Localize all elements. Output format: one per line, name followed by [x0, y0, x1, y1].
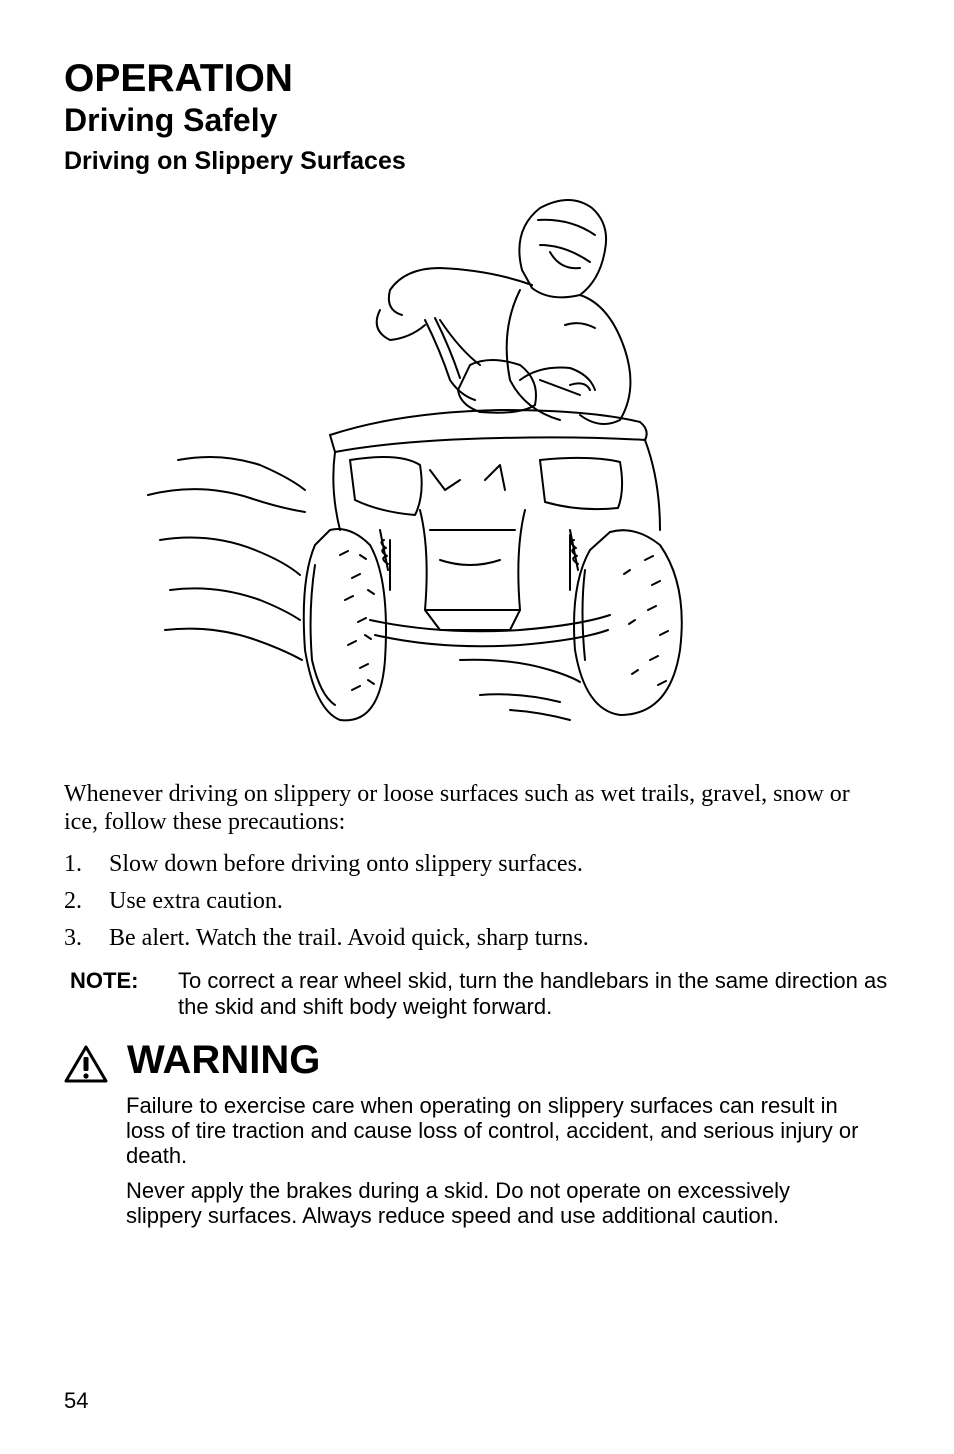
list-item-text: Slow down before driving onto slippery surfaces.	[109, 851, 583, 877]
topic-title: Driving on Slippery Surfaces	[64, 147, 406, 175]
warning-paragraph: Never apply the brakes during a skid. Do not operate on excessively slippery surfaces. Always reduce speed and use additional caution.	[126, 1178, 791, 1228]
list-item-number: 2.	[64, 888, 82, 914]
motion-lines-bottom	[460, 660, 580, 720]
subsection-title: Driving Safely	[64, 102, 278, 138]
warning-paragraph: Failure to exercise care when operating on slippery surfaces can result in loss of tire traction and cause loss of control, accident, and serious injury or death.	[126, 1093, 859, 1168]
list-item-text: Be alert. Watch the trail. Avoid quick, sharp turns.	[109, 925, 589, 951]
section-title: OPERATION	[64, 57, 293, 100]
rider-body	[377, 268, 631, 424]
warning-triangle-icon	[64, 1045, 108, 1083]
list-item-number: 3.	[64, 925, 82, 951]
note-label: NOTE:	[70, 968, 139, 993]
motion-lines-left	[148, 457, 305, 660]
atv-rider-illustration	[140, 190, 700, 735]
note-text: To correct a rear wheel skid, turn the handlebars in the same direction as the skid and shift body weight forward.	[178, 968, 888, 1019]
intro-paragraph: Whenever driving on slippery or loose surfaces such as wet trails, gravel, snow or ice, follow these precautions:	[64, 781, 850, 835]
front-right-wheel	[574, 530, 682, 715]
list-item-text: Use extra caution.	[109, 888, 283, 914]
page-number: 54	[64, 1388, 89, 1413]
warning-heading	[64, 1036, 564, 1086]
helmet	[519, 200, 606, 297]
front-left-wheel	[304, 529, 386, 720]
fuel-tank	[458, 360, 536, 413]
warning-label: WARNING	[127, 1038, 321, 1082]
list-item-number: 1.	[64, 851, 82, 877]
front-fender	[330, 410, 660, 530]
